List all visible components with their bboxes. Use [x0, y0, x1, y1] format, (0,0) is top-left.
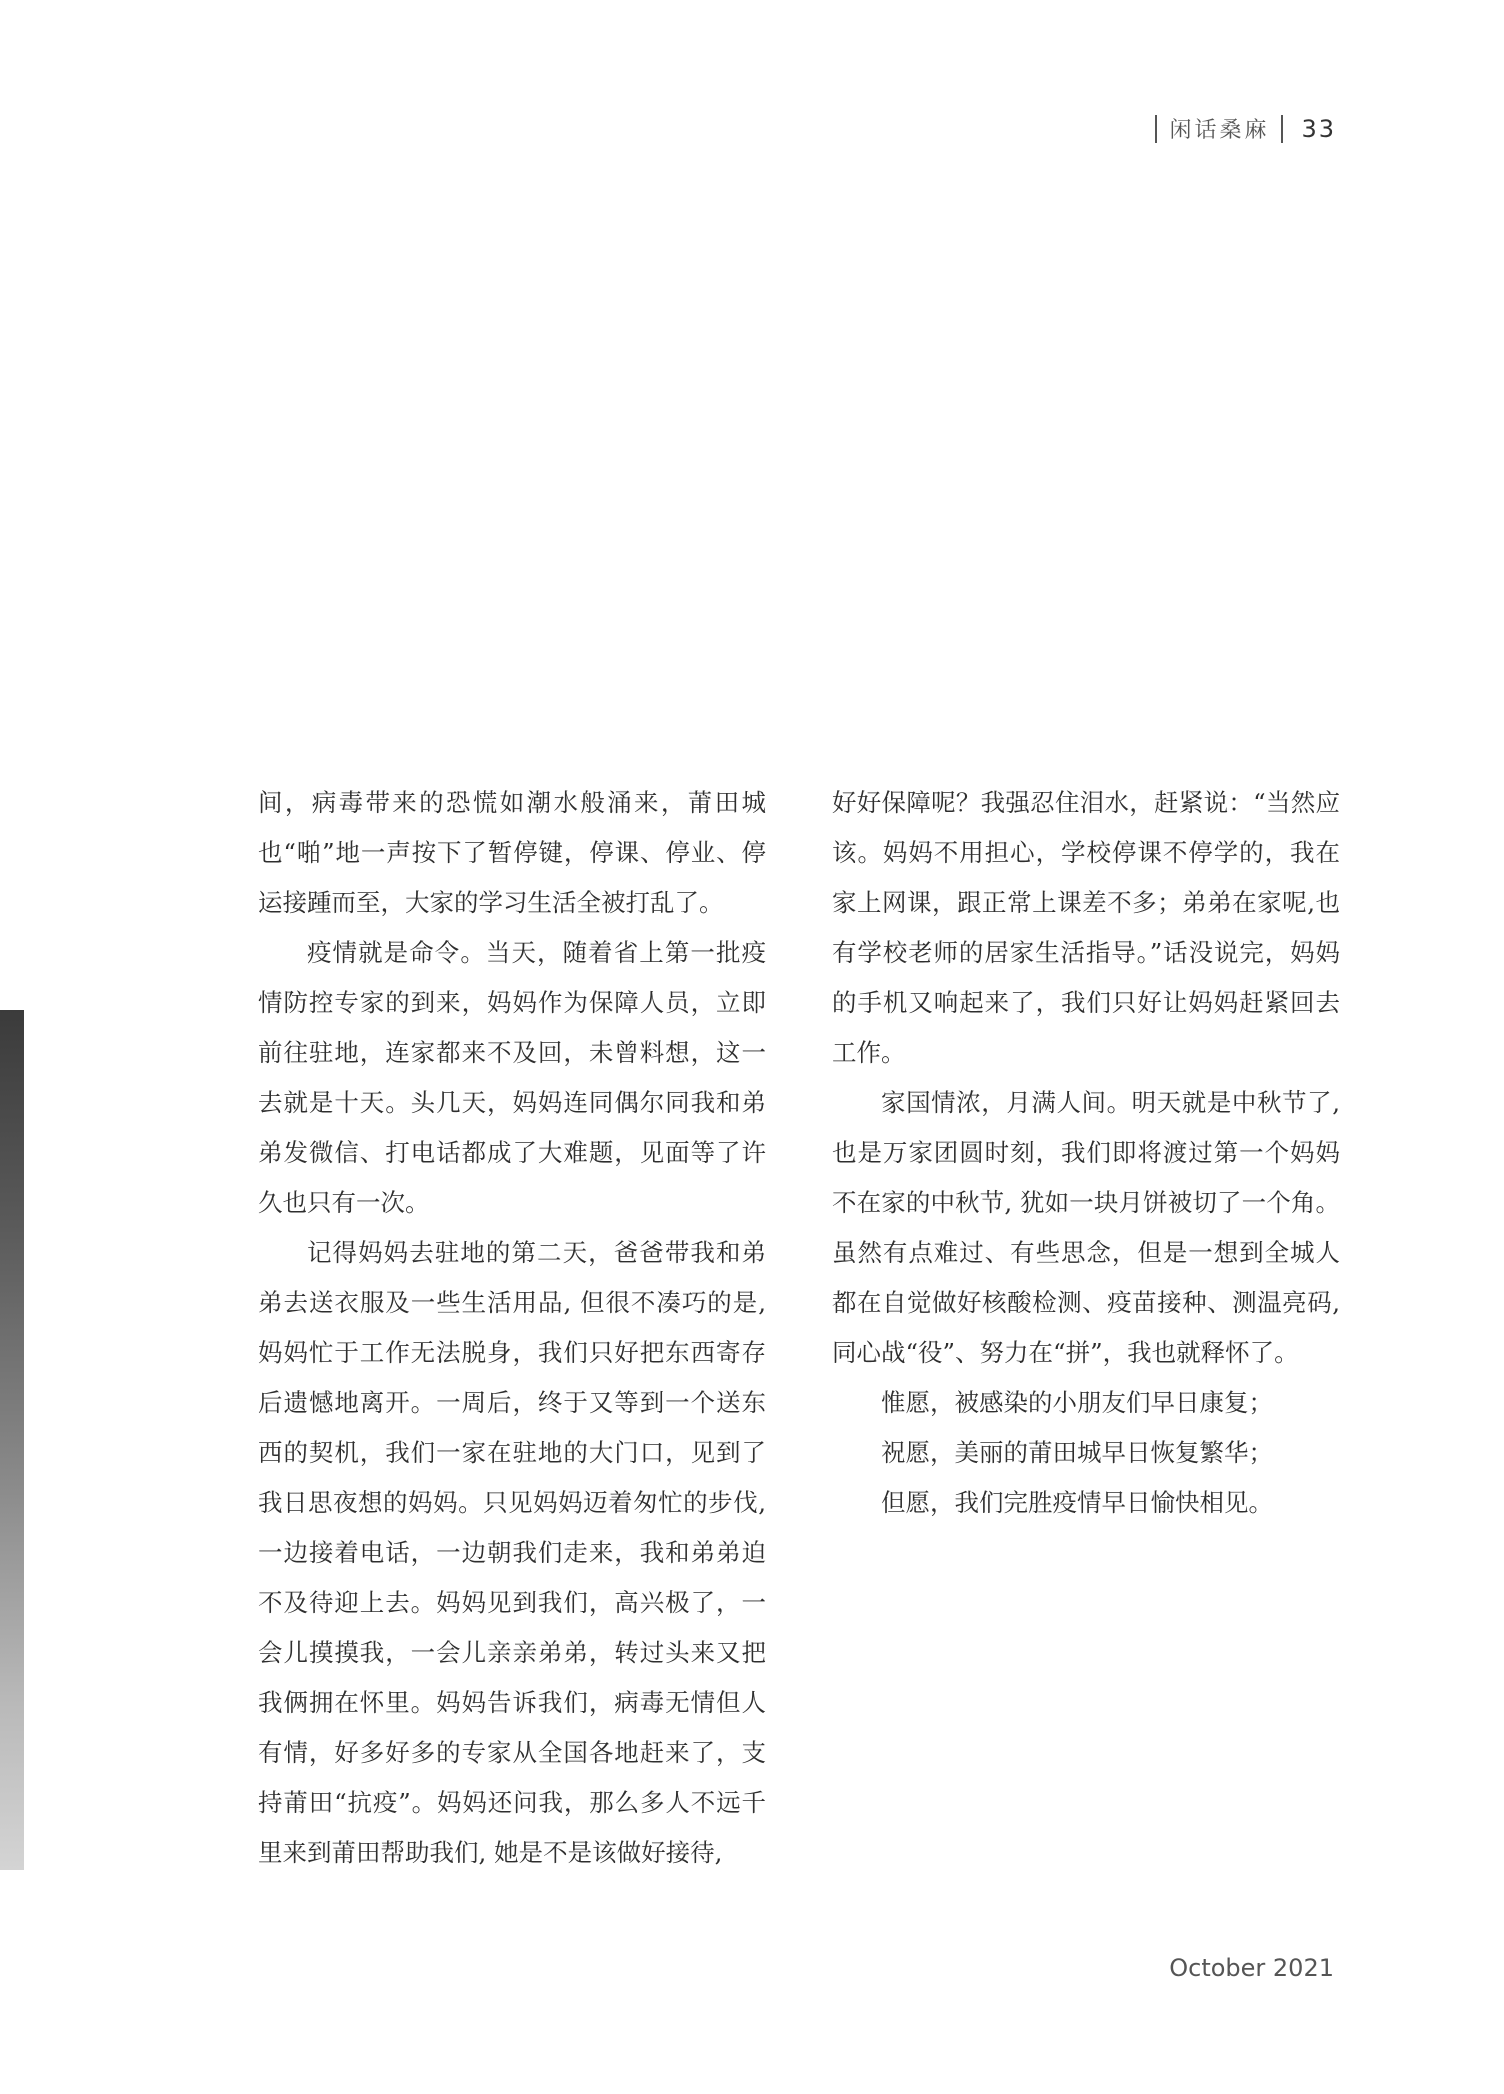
paragraph: 疫情就是命令。当天，随着省上第一批疫情防控专家的到来，妈妈作为保障人员，立即前往驻地，连家都来不及回，未曾料想，这一去就是十天。头几天，妈妈连同偶尔同我和弟弟发微信、打电话都成了大难题，见面等了许久也只有一次。 [258, 938, 766, 1217]
section-label [1155, 113, 1283, 144]
divider-bar-right [1281, 115, 1283, 143]
wish-line: 祝愿，美丽的莆田城早日恢复繁华； [881, 1438, 1273, 1467]
left-text-column [258, 778, 766, 1878]
paragraph: 好好保障呢？我强忍住泪水，赶紧说：“当然应该。妈妈不用担心，学校停课不停学的，我在家上网课，跟正常上课差不多；弟弟在家呢,也有学校老师的居家生活指导。”话没说完，妈妈的手机又响起来了，我们只好让妈妈赶紧回去工作。 [832, 788, 1340, 1067]
section-title: 闲话桑麻 [1169, 118, 1270, 143]
wish-line: 但愿，我们完胜疫情早日愉快相见。 [881, 1488, 1273, 1517]
divider-bar-left [1155, 115, 1157, 143]
paragraph: 记得妈妈去驻地的第二天，爸爸带我和弟弟去送衣服及一些生活用品, 但很不凑巧的是,妈妈忙于工作无法脱身，我们只好把东西寄存后遗憾地离开。一周后，终于又等到一个送东西的契机，我们一家在驻地的大门口，见到了我日思夜想的妈妈。只见妈妈迈着匆忙的步伐,一边接着电话，一边朝我们走来，我和弟弟迫不及待迎上去。妈妈见到我们，高兴极了，一会儿摸摸我，一会儿亲亲弟弟，转过头来又把我俩拥在怀里。妈妈告诉我们，病毒无情但人有情，好多好多的专家从全国各地赶来了，支持莆田“抗疫”。妈妈还问我，那么多人不远千里来到莆田帮助我们, 她是不是该做好接待, [258, 1238, 766, 1867]
right-text-column [832, 778, 1340, 1528]
paragraph: 家国情浓，月满人间。明天就是中秋节了,也是万家团圆时刻，我们即将渡过第一个妈妈不在家的中秋节, 犹如一块月饼被切了一个角。虽然有点难过、有些思念，但是一想到全城人都在自觉做好核酸检测、疫苗接种、测温亮码,同心战“役”、努力在“拼”，我也就释怀了。 [832, 1088, 1340, 1367]
decorative-image-strip [0, 1010, 24, 1870]
wish-line: 惟愿，被感染的小朋友们早日康复； [881, 1388, 1273, 1417]
page-number: 33 [1301, 114, 1336, 143]
paragraph: 间，病毒带来的恐慌如潮水般涌来，莆田城也“啪”地一声按下了暂停键，停课、停业、停运接踵而至，大家的学习生活全被打乱了。 [258, 788, 766, 917]
issue-date: October 2021 [1169, 1954, 1334, 1982]
page-header [1155, 113, 1336, 144]
